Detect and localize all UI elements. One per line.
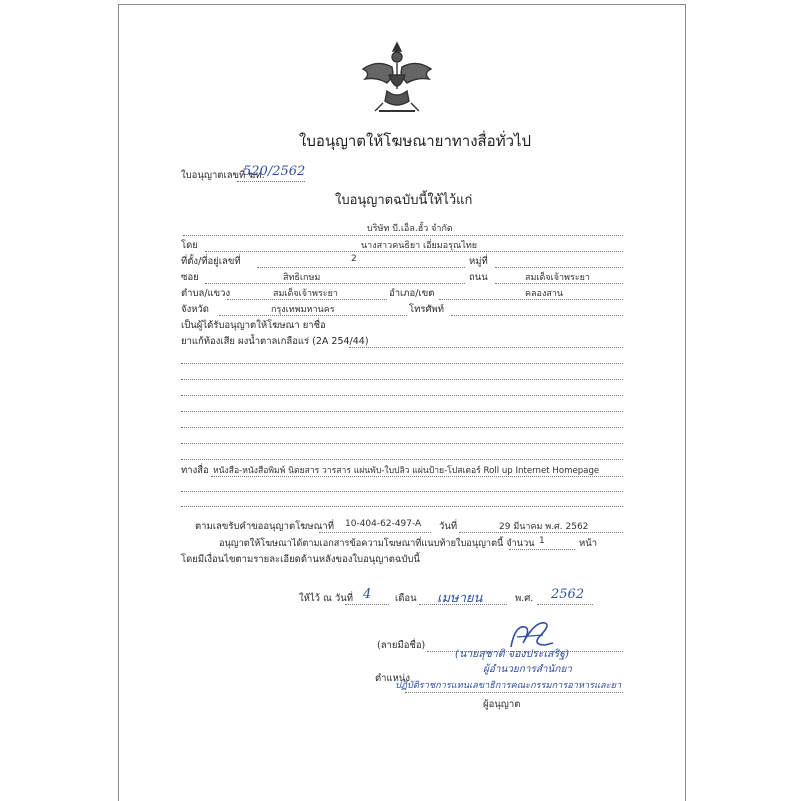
company-name: บริษัท บี.เอ็ล.ฮั้ว จำกัด xyxy=(367,224,453,234)
by-label: โดย xyxy=(181,240,198,251)
signature-label: (ลายมือชื่อ) xyxy=(377,640,426,651)
district-label: อำเภอ/เขต xyxy=(389,288,435,299)
drug-line-2: ยาแก้ท้องเสีย ผงน้ำตาลเกลือแร่ (2A 254/44) xyxy=(181,336,369,347)
signer-title-2: ปฏิบัติราชการแทนเลขาธิการคณะกรรมการอาหารและยา xyxy=(395,680,622,691)
subdistrict-label: ตำบล/แขวง xyxy=(181,288,231,299)
given-month-label: เดือน xyxy=(395,593,417,604)
attach-text: อนุญาตให้โฆษณาได้ตามเอกสารข้อความโฆษณาที่แนบท้ายใบอนุญาตนี้ จำนวน xyxy=(219,538,535,549)
condition-text: โดยมีเงื่อนไขตามรายละเอียดด้านหลังของใบอนุญาตฉบับนี้ xyxy=(181,554,420,565)
request-value: 10-404-62-497-A xyxy=(345,519,422,529)
license-document xyxy=(118,4,686,801)
attach-unit: หน้า xyxy=(579,538,598,549)
document-title: ใบอนุญาตให้โฆษณายาทางสื่อทั่วไป xyxy=(299,132,532,150)
license-no-label: ใบอนุญาตเลขที่ ฆท. xyxy=(181,170,265,181)
license-no-value: 520/2562 xyxy=(243,164,306,179)
given-year-label: พ.ศ. xyxy=(515,593,534,604)
district-value: คลองสาน xyxy=(525,289,564,299)
address-no-value: 2 xyxy=(351,254,357,264)
media-value: หนังสือ-หนังสือพิมพ์ นิตยสาร วารสาร แผ่นพับ-ใบปลิว แผ่นป้าย-โปสเตอร์ Roll up Internet Homepage xyxy=(213,466,600,476)
province-label: จังหวัด xyxy=(181,304,209,315)
moo-label: หมู่ที่ xyxy=(469,256,488,267)
issued-to-heading: ใบอนุญาตฉบับนี้ให้ไว้แก่ xyxy=(335,193,473,208)
given-year-value: 2562 xyxy=(551,587,585,602)
signer-title-1: ผู้อำนวยการสำนักยา xyxy=(483,664,572,675)
signer-name: (นายสุชาติ จองประเสริฐ) xyxy=(455,648,569,660)
province-value: กรุงเทพมหานคร xyxy=(271,305,335,315)
drug-line-1: เป็นผู้ได้รับอนุญาตให้โฆษณา ยาชื่อ xyxy=(181,320,326,331)
soi-label: ซอย xyxy=(181,272,199,283)
road-label: ถนน xyxy=(469,272,488,283)
garuda-emblem-icon xyxy=(357,39,437,119)
authority-label: ผู้อนุญาต xyxy=(483,699,521,710)
given-day-label: ให้ไว้ ณ วันที่ xyxy=(299,593,353,604)
request-label: ตามเลขรับคำขออนุญาตโฆษณาที่ xyxy=(195,521,334,532)
request-date-value: 29 มีนาคม พ.ศ. 2562 xyxy=(499,522,589,532)
attach-count: 1 xyxy=(539,536,545,546)
given-day-value: 4 xyxy=(363,587,372,602)
address-no-label: ที่ตั้ง/ที่อยู่เลขที่ xyxy=(181,256,241,267)
soi-value: สิทธิเกษม xyxy=(283,273,321,283)
subdistrict-value: สมเด็จเจ้าพระยา xyxy=(273,289,338,299)
position-label: ตำแหน่ง xyxy=(375,673,411,684)
request-date-label: วันที่ xyxy=(439,521,458,532)
media-label: ทางสื่อ xyxy=(181,465,209,476)
phone-label: โทรศัพท์ xyxy=(409,304,445,315)
by-value: นางสาวคนธิยา เอี่ยมอรุณไทย xyxy=(361,241,478,251)
given-month-value: เมษายน xyxy=(437,591,483,606)
road-value: สมเด็จเจ้าพระยา xyxy=(525,273,590,283)
